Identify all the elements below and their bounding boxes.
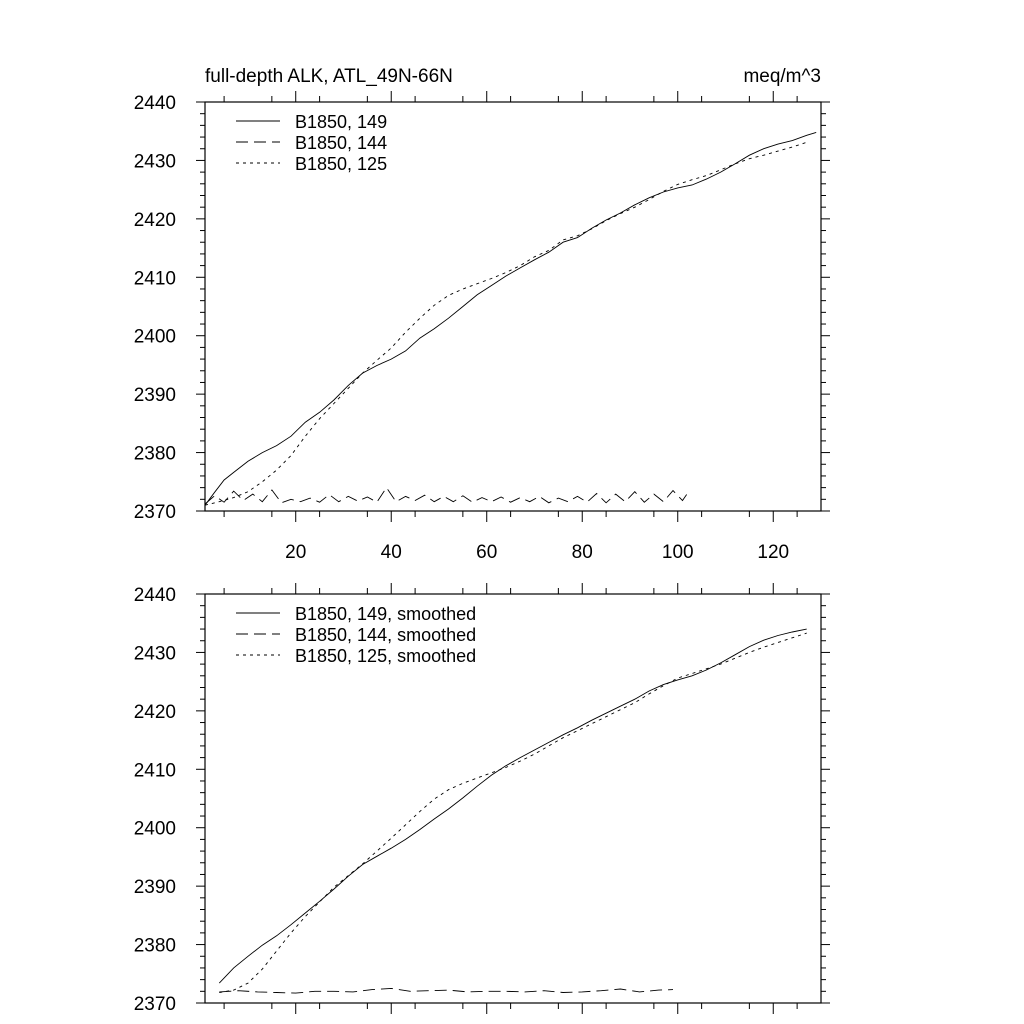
- bottom-ytick-label: 2430: [133, 643, 176, 665]
- top-panel-units: meq/m^3: [743, 66, 821, 87]
- top-ytick-label: 2440: [133, 93, 176, 114]
- top-ytick-label: 2370: [133, 502, 176, 523]
- top-xtick-label: 60: [476, 542, 498, 563]
- bottom-ytick-label: 2390: [133, 877, 176, 899]
- top-ytick-label: 2420: [133, 209, 176, 231]
- top-series-1: [205, 132, 816, 505]
- bottom-ytick-label: 2440: [133, 585, 176, 606]
- top-legend-entry-2: [236, 133, 387, 153]
- bottom-ytick-label: 2370: [133, 994, 176, 1015]
- bottom-ytick-label: 2380: [133, 935, 176, 957]
- bottom-legend: [236, 604, 476, 666]
- bottom-legend-entry-2: [236, 625, 476, 645]
- bottom-series-2: [219, 988, 673, 993]
- top-ytick-label: 2400: [133, 326, 176, 348]
- bottom-series-group: [219, 629, 806, 993]
- top-ytick-label: 2380: [133, 443, 176, 465]
- top-ytick-label: 2410: [133, 268, 176, 290]
- top-panel-title: full-depth ALK, ATL_49N-66N: [205, 66, 453, 87]
- bottom-ytick-label: 2410: [133, 760, 176, 782]
- top-ytick-label: 2430: [133, 151, 176, 173]
- bottom-legend-entry-1: [236, 604, 476, 624]
- bottom-series-1: [219, 629, 806, 983]
- bottom-axis-ticks: [196, 583, 830, 1014]
- top-xtick-label: 80: [571, 542, 593, 563]
- top-legend-label-1: B1850, 149: [295, 112, 388, 132]
- top-legend-label-2: B1850, 144: [295, 133, 388, 153]
- top-legend: [236, 112, 387, 174]
- top-legend-label-3: B1850, 125: [295, 154, 388, 174]
- top-panel: [134, 66, 830, 563]
- bottom-ytick-label: 2400: [133, 818, 176, 840]
- bottom-tick-labels: [134, 585, 176, 1015]
- top-series-2: [205, 488, 687, 504]
- top-xtick-label: 40: [380, 542, 402, 563]
- top-series-3: [205, 142, 807, 505]
- top-xtick-label: 100: [661, 542, 694, 563]
- top-xtick-label: 20: [285, 542, 307, 563]
- bottom-legend-label-3: B1850, 125, smoothed: [295, 646, 477, 666]
- bottom-ytick-label: 2420: [133, 701, 176, 723]
- bottom-legend-entry-3: [236, 646, 476, 666]
- bottom-panel: [134, 583, 830, 1015]
- bottom-legend-label-2: B1850, 144, smoothed: [295, 625, 477, 645]
- bottom-series-3: [219, 633, 806, 992]
- top-legend-entry-3: [236, 154, 387, 174]
- top-xtick-label: 120: [757, 542, 790, 563]
- top-ytick-label: 2390: [133, 385, 176, 407]
- bottom-legend-label-1: B1850, 149, smoothed: [295, 604, 477, 624]
- top-series-group: [205, 132, 816, 505]
- top-legend-entry-1: [236, 112, 387, 132]
- top-axis-ticks: [196, 91, 830, 522]
